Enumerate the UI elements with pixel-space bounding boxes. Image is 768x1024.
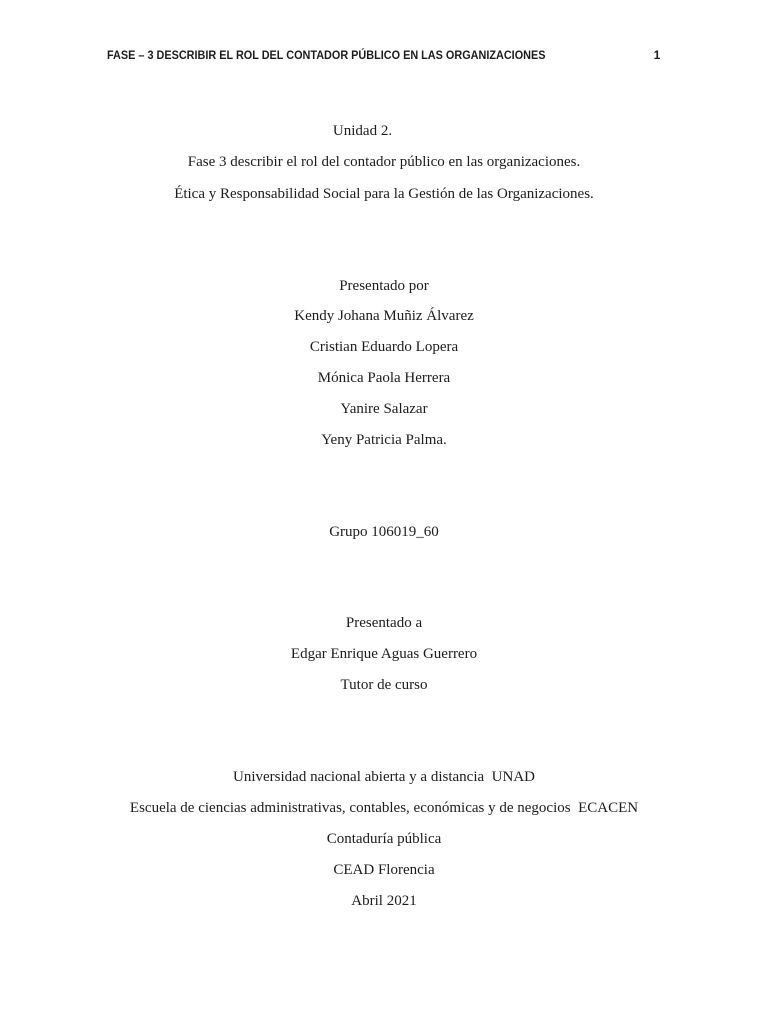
running-head [107,48,592,62]
unit-label: Unidad 2. [332,123,393,139]
author-name: Kendy Johana Muñiz Álvarez [294,308,474,324]
course-name: Ética y Responsabilidad Social para la Gestión de las Organizaciones. [174,186,594,202]
school-name: Escuela de ciencias administrativas, contables, económicas y de negocios ECACEN [129,800,639,816]
document-date: Abril 2021 [351,893,417,909]
author-name: Mónica Paola Herrera [317,370,451,386]
author-name: Cristian Eduardo Lopera [309,339,459,355]
university-name: Universidad nacional abierta y a distancia UNAD [233,769,535,785]
presented-to-label: Presentado a [345,615,423,631]
author-name: Yanire Salazar [340,401,428,417]
presented-by-label: Presentado por [339,278,429,294]
program-name: Contaduría pública [326,831,442,847]
tutor-name: Edgar Enrique Aguas Guerrero [290,646,478,662]
page-number: 1 [653,48,661,62]
document-title: Fase 3 describir el rol del contador público en las organizaciones. [187,154,581,170]
author-name: Yeny Patricia Palma. [321,432,447,448]
study-center: CEAD Florencia [333,862,435,878]
group-number: Grupo 106019_60 [329,524,439,540]
running-head-text: FASE – 3 DESCRIBIR EL ROL DEL CONTADOR PÚBLICO EN LAS ORGANIZACIONES [107,48,546,62]
tutor-role: Tutor de curso [340,677,428,693]
